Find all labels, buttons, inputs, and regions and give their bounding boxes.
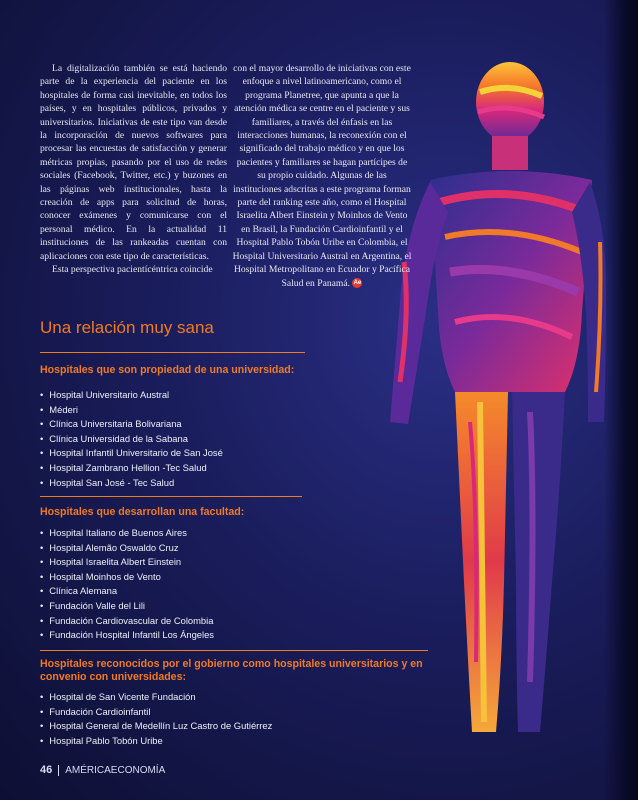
article-paragraph (232, 62, 412, 290)
article-left-column (40, 62, 227, 277)
list-item: • Clínica Alemana (40, 584, 214, 599)
list-item: • Hospital San José - Tec Salud (40, 476, 223, 491)
article-paragraph: Esta perspectiva pacientícéntrica coincide (52, 264, 213, 276)
section-title-government-recognized: Hospitales reconocidos por el gobierno como hospitales universitarios y en convenio con universidades: (40, 658, 423, 683)
list-item: • Hospital Israelita Albert Einstein (40, 555, 214, 570)
page-footer (40, 764, 165, 776)
list-item: • Clínica Universitaria Bolivariana (40, 417, 223, 432)
list-item: • Fundación Hospital Infantil Los Ángeles (40, 628, 214, 643)
list-government-recognized (40, 690, 272, 748)
title-divider (40, 352, 305, 353)
article-paragraph-text: con el mayor desarrollo de iniciativas con este enfoque a nivel latinoamericano, como el programa Planetree, que apunta a que la atención médica se centre en el paciente y sus familiares, a través del énfasis en las interacciones humanas, la reconexión con el significado del trabajo médico y en que los pacientes y familiares se hagan partícipes de su propio cuidado. Algunas de las instituciones adscritas a este programa forman parte del ranking este año, como el Hospital Israelita Albert Einstein y Moinhos de Vento en Brasil, la Fundación Cardioinfantil y el Hospital Pablo Tobón Uribe en Colombia, el Hospital Universitario Austral en Argentina, el Hospital Metropolitano en Ecuador y Pacífica Salud en Panamá. (232, 63, 412, 289)
list-item: • Fundación Cardioinfantil (40, 705, 272, 720)
list-item: • Hospital Zambrano Hellion -Tec Salud (40, 461, 223, 476)
box-title: Una relación muy sana (40, 318, 214, 337)
page-number: 46 (40, 764, 53, 776)
section-title-faculty: Hospitales que desarrollan una facultad: (40, 506, 245, 518)
list-item: • Fundación Valle del Lili (40, 599, 214, 614)
article-paragraph: La digitalización también se está haciendo parte de la experiencia del paciente en los hospitales de forma casi inevitable, en todos los países, y en hospitales públicos, privados y universitarios. Iniciativas de este tipo van desde la incorporación de nuevos softwares para procesar las encuestas de satisfacción y generar métricas propias, pasando por el uso de redes sociales (Facebook, Twitter, etc.) y buzones en las páginas web institucionales, hasta la creación de apps para solicitud de horas, conocer exámenes y comunicarse con el personal médico. En la actualidad 11 instituciones de las rankeadas cuentan con aplicaciones con este tipo de características. (40, 63, 227, 262)
end-mark-icon: Ae (353, 280, 362, 287)
list-item: • Clínica Universidad de la Sabana (40, 432, 223, 447)
list-item: • Hospital General de Medellín Luz Castro de Gutiérrez (40, 719, 272, 734)
list-item: • Fundación Cardiovascular de Colombia (40, 614, 214, 629)
section-title-university-owned: Hospitales que son propiedad de una universidad: (40, 364, 295, 376)
section-divider (40, 650, 428, 651)
list-item: • Hospital Italiano de Buenos Aires (40, 526, 214, 541)
article-middle-column (232, 62, 412, 290)
footer-separator (58, 765, 59, 776)
list-item: • Hospital Pablo Tobón Uribe (40, 734, 272, 749)
list-item: • Hospital Moinhos de Vento (40, 570, 214, 585)
magazine-name: AMÉRICAECONOMÍA (65, 765, 166, 776)
list-item: • Hospital Universitario Austral (40, 388, 223, 403)
list-item: • Hospital Infantil Universitario de San José (40, 446, 223, 461)
list-item: • Hospital Alemão Oswaldo Cruz (40, 541, 214, 556)
section-divider (40, 496, 302, 497)
list-faculty (40, 526, 214, 643)
list-item: • Hospital de San Vicente Fundación (40, 690, 272, 705)
list-university-owned (40, 388, 223, 490)
list-item: • Méderi (40, 403, 223, 418)
